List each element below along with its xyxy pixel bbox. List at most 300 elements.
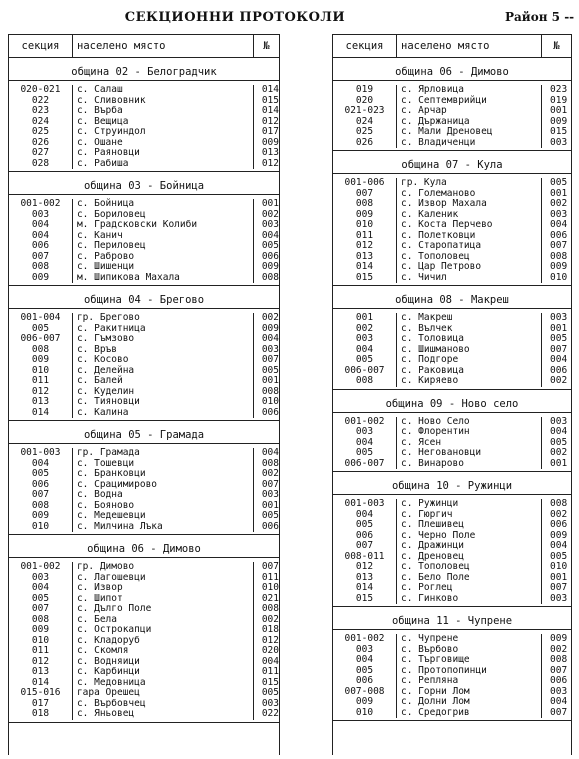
section-cell: 005	[355, 354, 374, 365]
section-cell: 001-002	[344, 415, 385, 427]
place-cell: с. Вещица	[72, 117, 253, 128]
section-cell: 001-002	[344, 633, 385, 644]
number-cell: 008	[253, 387, 279, 398]
place-cell: с. Горни Лом	[396, 687, 541, 698]
table-row	[9, 252, 279, 263]
place-cell: с. Полетковци	[396, 231, 541, 242]
number-cell: 006	[541, 366, 571, 377]
section-cell: 008	[355, 375, 374, 386]
place-cell: с. Коста Перчево	[396, 220, 541, 231]
table-row	[9, 448, 279, 459]
right-table	[332, 34, 572, 755]
section-cell: 012	[355, 240, 374, 251]
section-cell: 019	[355, 84, 374, 95]
place-cell: с. Бела	[72, 615, 253, 626]
number-cell: 001	[541, 189, 571, 200]
place-cell: с. Бояново	[72, 501, 253, 512]
section-cell: 014	[31, 406, 50, 418]
table-row	[9, 699, 279, 710]
number-cell: 002	[253, 210, 279, 221]
place-cell: с. Флорентин	[396, 427, 541, 438]
table-row	[9, 387, 279, 398]
table-row	[9, 573, 279, 584]
number-cell: 003	[253, 699, 279, 710]
place-cell: с. Салаш	[72, 85, 253, 96]
number-cell: 011	[253, 573, 279, 584]
municipality-title: община 08 - Макреш	[333, 292, 571, 309]
place-cell: с. Медешевци	[72, 511, 253, 522]
section-cell: 007	[31, 603, 50, 614]
section-cell: 010	[31, 634, 50, 646]
section-cell: 012	[31, 385, 50, 397]
number-cell: 014	[253, 85, 279, 96]
table-row	[9, 397, 279, 408]
table-header	[9, 34, 279, 58]
number-cell: 012	[253, 117, 279, 128]
place-cell: гр. Грамада	[72, 448, 253, 459]
place-cell: с. Подгоре	[396, 355, 541, 366]
table-row	[9, 148, 279, 159]
table-row	[333, 376, 571, 387]
place-cell: с. Бело Поле	[396, 573, 541, 584]
place-cell: м. Шипикова Махала	[72, 273, 253, 284]
table-row	[9, 636, 279, 647]
place-cell: с. Куделин	[72, 387, 253, 398]
section-cell: 028	[31, 157, 50, 169]
section-cell: 010	[355, 706, 374, 718]
section-cell: 013	[31, 666, 50, 677]
table-row	[333, 85, 571, 96]
section-cell: 021-023	[344, 105, 385, 116]
place-cell: с. Милчина Лъка	[72, 522, 253, 533]
place-cell: с. Ярловица	[396, 85, 541, 96]
number-cell: 005	[253, 511, 279, 522]
table-row	[9, 469, 279, 480]
table-row	[333, 273, 571, 284]
number-cell: 015	[541, 127, 571, 138]
section-cell: 015	[355, 271, 374, 283]
number-cell: 004	[253, 657, 279, 668]
section-cell: 004	[31, 229, 50, 241]
section-cell: 015	[355, 592, 374, 604]
table-row	[333, 313, 571, 324]
number-cell: 009	[541, 634, 571, 645]
number-cell: 011	[253, 667, 279, 678]
place-cell: с. Скомля	[72, 646, 253, 657]
section-cell: 006-007	[344, 457, 385, 469]
number-cell: 014	[253, 106, 279, 117]
place-cell: с. Киряево	[396, 376, 541, 387]
section-cell: 009	[31, 354, 50, 365]
place-cell: с. Канич	[72, 231, 253, 242]
section-cell: 003	[355, 333, 374, 344]
place-cell: с. Калина	[72, 408, 253, 419]
section-cell: 001-003	[20, 447, 61, 458]
section-cell: 008-011	[344, 550, 385, 562]
municipality-block	[9, 178, 279, 286]
place-cell: с. Макреш	[396, 313, 541, 324]
number-cell: 019	[541, 96, 571, 107]
section-cell: 003	[355, 643, 374, 655]
section-cell: 013	[355, 571, 374, 583]
header-number: №	[263, 40, 270, 52]
place-cell: с. Старопатица	[396, 241, 541, 252]
number-cell: 009	[253, 138, 279, 149]
place-cell: с. Ясен	[396, 438, 541, 449]
number-cell: 003	[541, 417, 571, 428]
number-cell: 007	[253, 355, 279, 366]
number-cell: 018	[253, 625, 279, 636]
number-cell: 005	[541, 438, 571, 449]
table-row	[333, 594, 571, 605]
number-cell: 004	[541, 355, 571, 366]
section-cell: 013	[355, 250, 374, 262]
place-cell: с. Периловец	[72, 241, 253, 252]
number-cell: 004	[541, 220, 571, 231]
place-cell: с. Връв	[72, 345, 253, 356]
district-label: Район 5 --	[505, 10, 575, 24]
section-cell: 007	[31, 489, 50, 500]
section-cell: 001-002	[20, 561, 61, 572]
number-cell: 005	[253, 366, 279, 377]
table-row	[333, 459, 571, 470]
place-cell: с. Върбово	[396, 645, 541, 656]
municipality-block	[333, 64, 571, 151]
section-cell: 020-021	[20, 84, 61, 95]
table-row	[9, 646, 279, 657]
number-cell: 005	[253, 688, 279, 699]
section-cell: 005	[355, 664, 374, 676]
place-cell: с. Чупрене	[396, 634, 541, 645]
number-cell: 010	[253, 397, 279, 408]
place-cell: с. Острокапци	[72, 625, 253, 636]
number-cell: 012	[253, 636, 279, 647]
place-cell: гр. Димово	[72, 562, 253, 573]
section-cell: 015-016	[20, 687, 61, 698]
number-cell: 007	[541, 708, 571, 719]
table-row	[9, 313, 279, 324]
table-row	[333, 676, 571, 687]
table-row	[333, 583, 571, 594]
place-cell: с. Лагошевци	[72, 573, 253, 584]
number-cell: 012	[253, 159, 279, 170]
table-row	[333, 541, 571, 552]
section-cell: 008	[355, 198, 374, 209]
place-cell: с. Яньовец	[72, 709, 253, 720]
table-row	[9, 583, 279, 594]
table-row	[333, 178, 571, 189]
number-cell: 002	[253, 615, 279, 626]
place-cell: с. Тияновци	[72, 397, 253, 408]
section-cell: 005	[355, 519, 374, 530]
table-row	[333, 355, 571, 366]
section-cell: 014	[31, 676, 50, 688]
place-cell: с. Шипот	[72, 594, 253, 605]
number-cell: 008	[253, 604, 279, 615]
table-row	[333, 708, 571, 719]
section-cell: 009	[31, 510, 50, 521]
place-cell: с. Кладоруб	[72, 636, 253, 647]
section-cell: 020	[355, 94, 374, 106]
municipality-title: община 10 - Ружинци	[333, 478, 571, 495]
section-cell: 004	[355, 436, 374, 448]
section-cell: 006-007	[344, 364, 385, 376]
place-cell: с. Държаница	[396, 117, 541, 128]
number-cell: 007	[541, 345, 571, 356]
table-row	[9, 241, 279, 252]
section-cell: 004	[31, 457, 50, 469]
place-cell: с. Каленик	[396, 210, 541, 221]
number-cell: 004	[253, 231, 279, 242]
table-row	[9, 376, 279, 387]
number-cell: 001	[541, 324, 571, 335]
table-row	[9, 709, 279, 720]
number-cell: 015	[253, 678, 279, 689]
table-row	[9, 625, 279, 636]
place-cell: с. Делейна	[72, 366, 253, 377]
table-row	[333, 220, 571, 231]
place-cell: с. Тополовец	[396, 252, 541, 263]
section-cell: 024	[355, 115, 374, 127]
table-row	[9, 273, 279, 284]
section-cell: 004	[355, 508, 374, 520]
table-row	[9, 159, 279, 170]
table-row	[333, 199, 571, 210]
number-cell: 001	[253, 376, 279, 387]
place-cell: с. Бориловец	[72, 210, 253, 221]
place-cell: с. Раяновци	[72, 148, 253, 159]
section-cell: 003	[355, 426, 374, 437]
place-cell: с. Извор Махала	[396, 199, 541, 210]
number-cell: 003	[253, 490, 279, 501]
section-cell: 005	[355, 447, 374, 458]
number-cell: 009	[253, 324, 279, 335]
number-cell: 021	[253, 594, 279, 605]
number-cell: 010	[253, 583, 279, 594]
header-place: населено място	[397, 35, 542, 57]
place-cell: с. Балей	[72, 376, 253, 387]
right-table-body	[333, 64, 571, 721]
place-cell: с. Гюргич	[396, 510, 541, 521]
place-cell: с. Бойница	[72, 199, 253, 210]
place-cell: с. Косово	[72, 355, 253, 366]
section-cell: 026	[31, 136, 50, 148]
place-cell: с. Шишманово	[396, 345, 541, 356]
left-table	[8, 34, 280, 755]
number-cell: 022	[253, 709, 279, 720]
number-cell: 009	[253, 262, 279, 273]
place-cell: с. Толовица	[396, 334, 541, 345]
section-cell: 001	[355, 312, 374, 323]
table-row	[9, 667, 279, 678]
place-cell: с. Ошане	[72, 138, 253, 149]
number-cell: 003	[541, 594, 571, 605]
number-cell: 004	[541, 697, 571, 708]
table-row	[9, 199, 279, 210]
section-cell: 012	[31, 655, 50, 667]
table-row	[333, 634, 571, 645]
section-cell: 004	[355, 343, 374, 355]
table-row	[333, 241, 571, 252]
number-cell: 001	[541, 459, 571, 470]
section-cell: 027	[31, 147, 50, 158]
number-cell: 002	[541, 510, 571, 521]
header-section: секция	[9, 35, 73, 57]
municipality-block	[333, 613, 571, 721]
place-cell: с. Плешивец	[396, 520, 541, 531]
number-cell: 003	[541, 210, 571, 221]
table-row	[333, 106, 571, 117]
number-cell: 009	[541, 531, 571, 542]
municipality-block	[9, 64, 279, 172]
number-cell: 007	[253, 562, 279, 573]
table-row	[9, 127, 279, 138]
number-cell: 008	[541, 252, 571, 263]
table-row	[9, 657, 279, 668]
municipality-title: община 06 - Димово	[333, 64, 571, 81]
number-cell: 015	[253, 96, 279, 107]
place-cell: с. Тошевци	[72, 459, 253, 470]
section-cell: 009	[31, 271, 50, 283]
number-cell: 008	[541, 655, 571, 666]
table-row	[9, 522, 279, 533]
section-cell: 010	[31, 364, 50, 376]
section-cell: 011	[31, 645, 50, 656]
place-cell: с. Неговановци	[396, 448, 541, 459]
section-cell: 008	[31, 343, 50, 355]
place-cell: гара Орешец	[72, 688, 253, 699]
section-cell: 011	[31, 375, 50, 386]
place-cell: с. Ружинци	[396, 499, 541, 510]
section-cell: 008	[31, 613, 50, 625]
number-cell: 003	[541, 138, 571, 149]
table-row	[9, 345, 279, 356]
number-cell: 008	[253, 273, 279, 284]
table-row	[9, 480, 279, 491]
table-row	[9, 490, 279, 501]
place-cell: с. Чичил	[396, 273, 541, 284]
section-cell: 008	[31, 261, 50, 272]
number-cell: 002	[541, 376, 571, 387]
table-row	[9, 604, 279, 615]
table-row	[9, 355, 279, 366]
number-cell: 007	[541, 666, 571, 677]
table-header	[333, 34, 571, 58]
number-cell: 006	[253, 408, 279, 419]
table-row	[333, 499, 571, 510]
section-cell: 023	[31, 105, 50, 116]
place-cell: с. Водняици	[72, 657, 253, 668]
place-cell: с. Тополовец	[396, 562, 541, 573]
municipality-block	[333, 396, 571, 473]
place-cell: с. Карбинци	[72, 667, 253, 678]
section-cell: 010	[31, 520, 50, 532]
section-cell: 005	[31, 468, 50, 479]
number-cell: 005	[541, 552, 571, 563]
municipality-block	[9, 541, 279, 723]
place-cell: с. Върбовчец	[72, 699, 253, 710]
municipality-block	[9, 427, 279, 535]
section-cell: 006-007	[20, 333, 61, 344]
place-cell: с. Ракитница	[72, 324, 253, 335]
number-cell: 023	[541, 85, 571, 96]
left-table-body	[9, 64, 279, 723]
section-cell: 004	[31, 582, 50, 593]
number-cell: 006	[253, 252, 279, 263]
table-row	[9, 138, 279, 149]
section-cell: 010	[355, 219, 374, 230]
municipality-block	[333, 292, 571, 390]
section-cell: 009	[355, 696, 374, 707]
place-cell: с. Дражинци	[396, 541, 541, 552]
table-row	[9, 562, 279, 573]
place-cell: с. Върба	[72, 106, 253, 117]
header-section: секция	[333, 35, 397, 57]
place-cell: с. Медовница	[72, 678, 253, 689]
place-cell: с. Вълчек	[396, 324, 541, 335]
section-cell: 001-006	[344, 177, 385, 188]
section-cell: 001-004	[20, 312, 61, 323]
table-row	[9, 334, 279, 345]
section-cell: 006	[31, 240, 50, 251]
number-cell: 004	[541, 427, 571, 438]
municipality-block	[333, 157, 571, 286]
place-cell: с. Бранковци	[72, 469, 253, 480]
section-cell: 026	[355, 136, 374, 148]
place-cell: с. Рабиша	[72, 159, 253, 170]
number-cell: 007	[541, 583, 571, 594]
place-cell: с. Черно Поле	[396, 531, 541, 542]
section-cell: 007	[31, 250, 50, 262]
number-cell: 005	[541, 334, 571, 345]
place-cell: с. Средогрив	[396, 708, 541, 719]
municipality-block	[333, 478, 571, 607]
place-cell: с. Шишенци	[72, 262, 253, 273]
section-cell: 002	[355, 322, 374, 334]
municipality-title: община 07 - Кула	[333, 157, 571, 174]
number-cell: 003	[541, 687, 571, 698]
section-cell: 008	[31, 499, 50, 511]
municipality-title: община 03 - Бойница	[9, 178, 279, 195]
section-cell: 018	[31, 708, 50, 719]
place-cell: с. Гинково	[396, 594, 541, 605]
table-row	[9, 106, 279, 117]
place-cell: с. Водна	[72, 490, 253, 501]
table-row	[333, 127, 571, 138]
section-cell: 007-008	[344, 685, 385, 697]
section-cell: 025	[31, 126, 50, 137]
number-cell: 004	[253, 334, 279, 345]
section-cell: 005	[31, 322, 50, 334]
place-cell: с. Винарово	[396, 459, 541, 470]
number-cell: 008	[253, 459, 279, 470]
section-cell: 007	[355, 187, 374, 199]
place-cell: с. Сливовник	[72, 96, 253, 107]
section-cell: 022	[31, 94, 50, 106]
number-cell: 003	[253, 220, 279, 231]
section-cell: 025	[355, 126, 374, 137]
number-cell: 001	[541, 106, 571, 117]
place-cell: с. Дреновец	[396, 552, 541, 563]
place-cell: гр. Кула	[396, 178, 541, 189]
place-cell: с. Септемврийци	[396, 96, 541, 107]
section-cell: 001-002	[20, 198, 61, 209]
number-cell: 020	[253, 646, 279, 657]
number-cell: 001	[253, 501, 279, 512]
section-cell: 003	[31, 571, 50, 583]
place-cell: с. Протопопинци	[396, 666, 541, 677]
table-row	[9, 96, 279, 107]
